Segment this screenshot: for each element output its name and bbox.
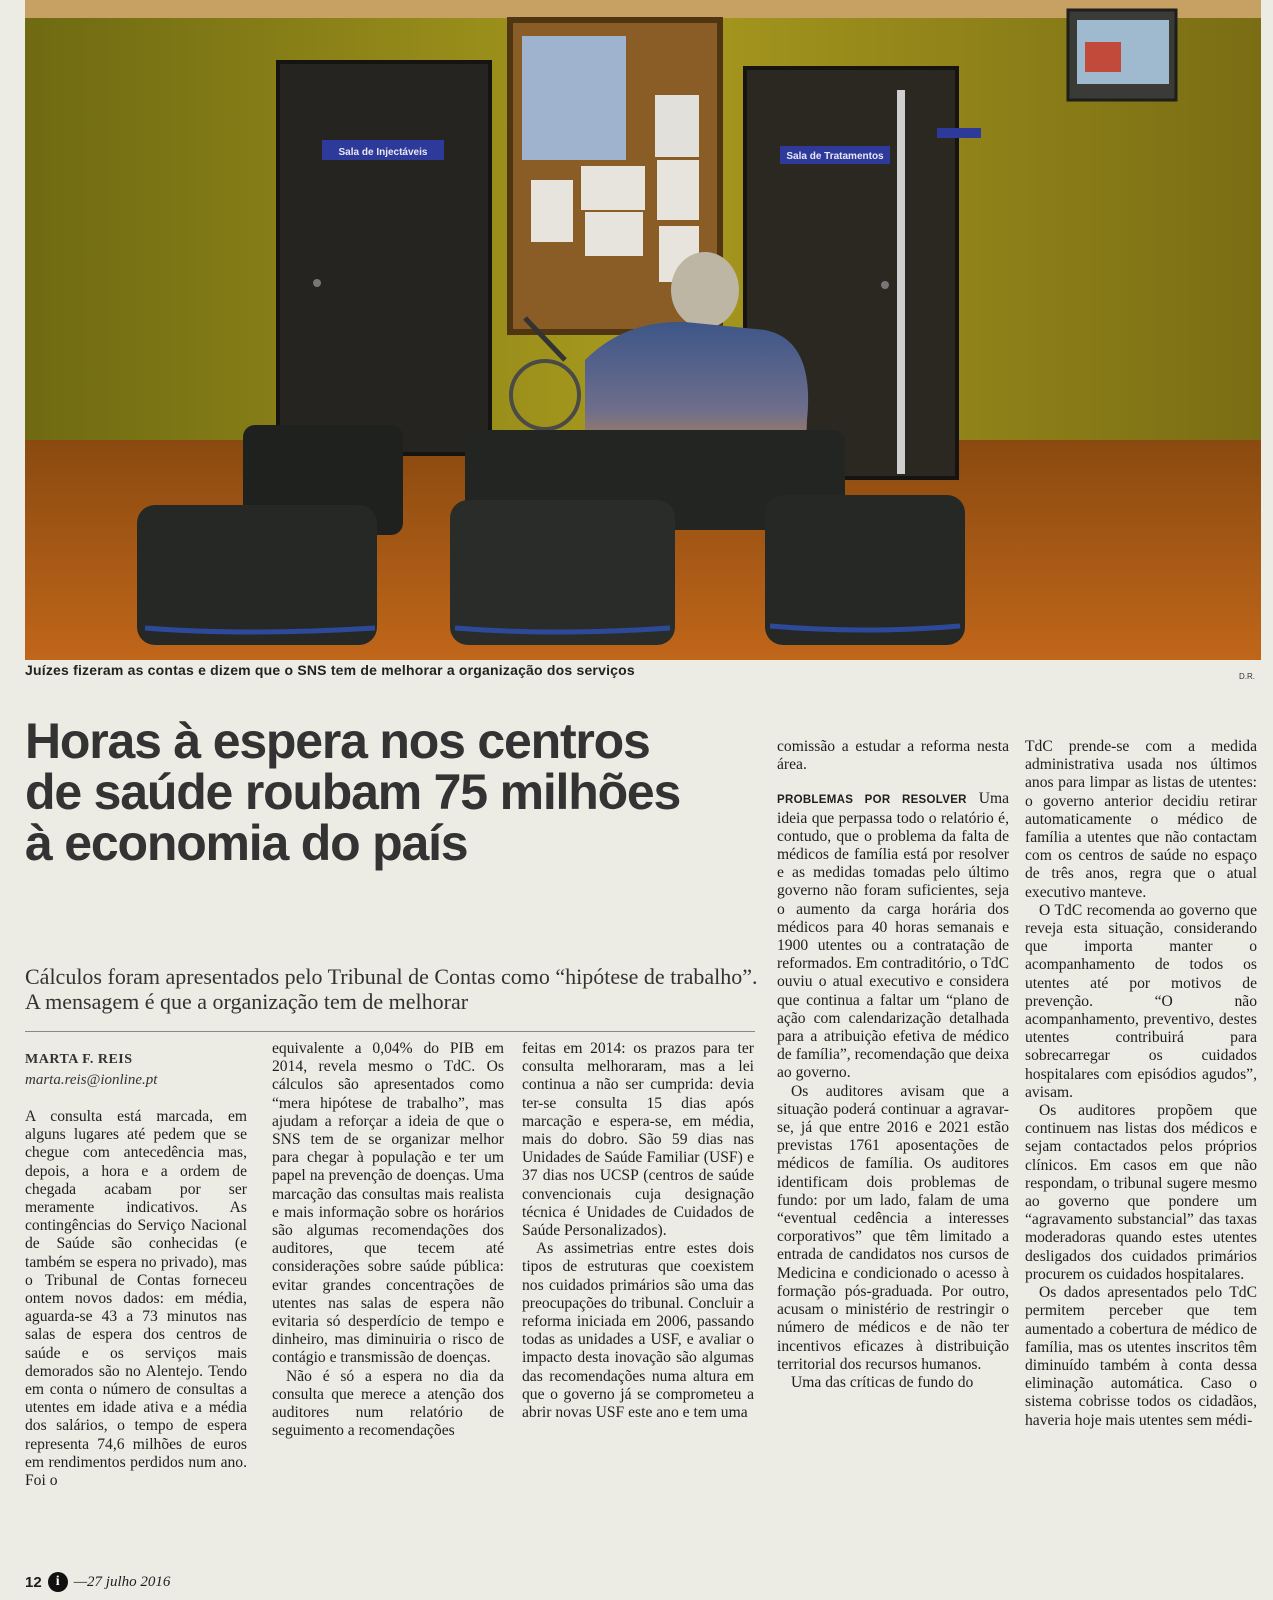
photo-credit: D.R. bbox=[1239, 672, 1255, 681]
paragraph: TdC prende-se com a medida administrativa usada nos últimos anos para limpar as listas de utentes: o governo anterior decidiu retirar automaticamente o médico de família a utentes que não contactam com os centros de saúde no espaço de três anos, regra que o atual executivo manteve. bbox=[1025, 738, 1257, 901]
paragraph: A consulta está marcada, em alguns lugares até pedem que se chegue com antecedência mas, depois, a hora e a ordem de chegada acabam por ser meramente indicativos. As contingências do Serviço Nacional de Saúde são conhecidas (e também se espera no privado), mas o Tribunal de Contas forneceu ontem novos dados: em média, aguarda-se 43 a 73 minutos nas salas de espera dos centros de saúde e os serviços mais demorados são no Alentejo. Tendo em conta o número de consultas a utentes em idade ativa e a média dos salários, o tempo de espera representa 74,6 milhões de euros em rendimentos perdidos num ano. Foi o bbox=[25, 1108, 247, 1490]
headline-line: Horas à espera nos centros bbox=[25, 713, 650, 769]
article-column-5 bbox=[1025, 738, 1257, 1430]
paragraph: equivalente a 0,04% do PIB em 2014, revela mesmo o TdC. Os cálculos são apresentados como “mera hipótese de trabalho”, mas ajudam a reforçar a ideia de que o SNS tem de se organizar melhor para chegar à população e ter um papel na prevenção de doenças. Uma marcação das consultas mais realista e mais informação sobre os horários são algumas recomendações dos auditores, que tecem até considerações sobre saúde pública: evitar grandes concentrações de utentes nas salas de espera não evitaria só desperdício de tempo e dinheiro, mas diminuiria o risco de contágio e transmissão de doenças. bbox=[272, 1040, 504, 1367]
paragraph: Os auditores propõem que continuem nas listas dos médicos e sejam contactados pelos próprios clínicos. Em casos em que não respondam, o tribunal sugere mesmo ao governo que pondere um “agravamento substancial” das taxas moderadoras quando estes utentes desligados dos cuidados primários procurem os cuidados hospitalares. bbox=[1025, 1102, 1257, 1283]
subheading: Cálculos foram apresentados pelo Tribunal de Contas como “hipótese de trabalho”. A mensagem é que a organização tem de melhorar bbox=[25, 964, 758, 1014]
section-text: Uma ideia que perpassa todo o relatório é, contudo, que o problema da falta de médicos de família está por resolver e as medidas tomadas pelo último governo não foram suficientes, seja o aumento da carga horária dos médicos para 40 horas semanais e 1900 utentes ou a contratação de reformados. Em contraditório, o TdC ouviu o atual executivo e considera que continua a faltar um “plano de ação com calendarização detalhada para a atribuição efetiva de médico de família”, recomendação que deixa ao governo. bbox=[777, 790, 1010, 1082]
publication-date: —27 julho 2016 bbox=[73, 1573, 171, 1590]
author-name: MARTA F. REIS bbox=[25, 1052, 133, 1067]
paragraph: Uma das críticas de fundo do bbox=[791, 1373, 974, 1391]
headline-line: de saúde roubam 75 milhões bbox=[25, 764, 681, 820]
author-email: marta.reis@ionline.pt bbox=[25, 1072, 158, 1088]
article-photo bbox=[25, 0, 1261, 660]
paragraph: As assimetrias entre estes dois tipos de estruturas que coexistem nos cuidados primários são uma das preocupações do tribunal. Concluir a reforma iniciada em 2006, passando todas as unidades a USF, e avaliar o impacto desta inovação são algumas das recomendações numa altura em que o governo já se comprometeu a abrir novas USF este ano e tem uma bbox=[522, 1240, 754, 1422]
headline bbox=[25, 713, 775, 871]
article-column-4 bbox=[777, 738, 1009, 1392]
paragraph: Não é só a espera no dia da consulta que merece a atenção dos auditores num relatório de seguimento a recomendações bbox=[272, 1367, 504, 1440]
door-right-sign: Sala de Tratamentos bbox=[786, 151, 884, 162]
paragraph: Os auditores avisam que a situação poderá continuar a agravar-se, já que entre 2016 e 2021 estão previstas 1761 aposentações de médicos de família. Os auditores identificam dois problemas de fundo: por um lado, falam de uma “eventual cedência a interesses corporativos” que têm limitado a entrada de candidatos nos cursos de Medicina e condicionado o acesso à formação pós-graduada. Por outro, acusam o ministério de restringir o número de médicos e de não ter incentivos eficazes à distribuição territorial dos recursos humanos. bbox=[777, 1082, 1009, 1373]
article-column-3 bbox=[522, 1040, 754, 1422]
door-left-sign: Sala de Injectáveis bbox=[338, 147, 428, 158]
article-column-2 bbox=[272, 1040, 504, 1440]
article-column-1 bbox=[25, 1108, 247, 1490]
paragraph: Os dados apresentados pelo TdC permitem perceber que tem aumentado a cobertura de médico de família, mas os utentes inscritos têm diminuído também à conta dessa eliminação automática. Caso o sistema cobrisse todos os cidadãos, haveria hoje mais utentes sem médi- bbox=[1025, 1284, 1257, 1429]
page-footer bbox=[25, 1571, 170, 1593]
newspaper-logo-icon: i bbox=[48, 1572, 68, 1592]
photo-caption: Juízes fizeram as contas e dizem que o SNS tem de melhorar a organização dos serviços bbox=[25, 662, 635, 678]
divider bbox=[25, 1031, 755, 1032]
byline bbox=[25, 1052, 255, 1089]
section-paragraph bbox=[777, 790, 1009, 1082]
headline-line: à economia do país bbox=[25, 815, 468, 871]
paragraph: comissão a estudar a reforma nesta área. bbox=[777, 738, 1009, 774]
paragraph: O TdC recomenda ao governo que reveja esta situação, considerando que importa manter o acompanhamento de todos os utentes até por motivos de prevenção. “O não acompanhamento, preventivo, destes utentes contribuirá para sobrecarregar os cuidados hospitalares com episódios agudos”, avisam. bbox=[1025, 901, 1257, 1101]
page-number: 12 bbox=[25, 1573, 42, 1591]
section-label: PROBLEMAS POR RESOLVER bbox=[777, 794, 967, 807]
paragraph: feitas em 2014: os prazos para ter consulta melhoraram, mas a lei continua a não ser cumprida: devia ter-se consulta 15 dias após marcação e espera-se, em média, mais do dobro. São 59 dias nas Unidades de Saúde Familiar (USF) e 37 dias nos UCSP (centros de saúde convencionais cuja designação técnica é Unidades de Cuidados de Saúde Personalizados). bbox=[522, 1040, 754, 1240]
